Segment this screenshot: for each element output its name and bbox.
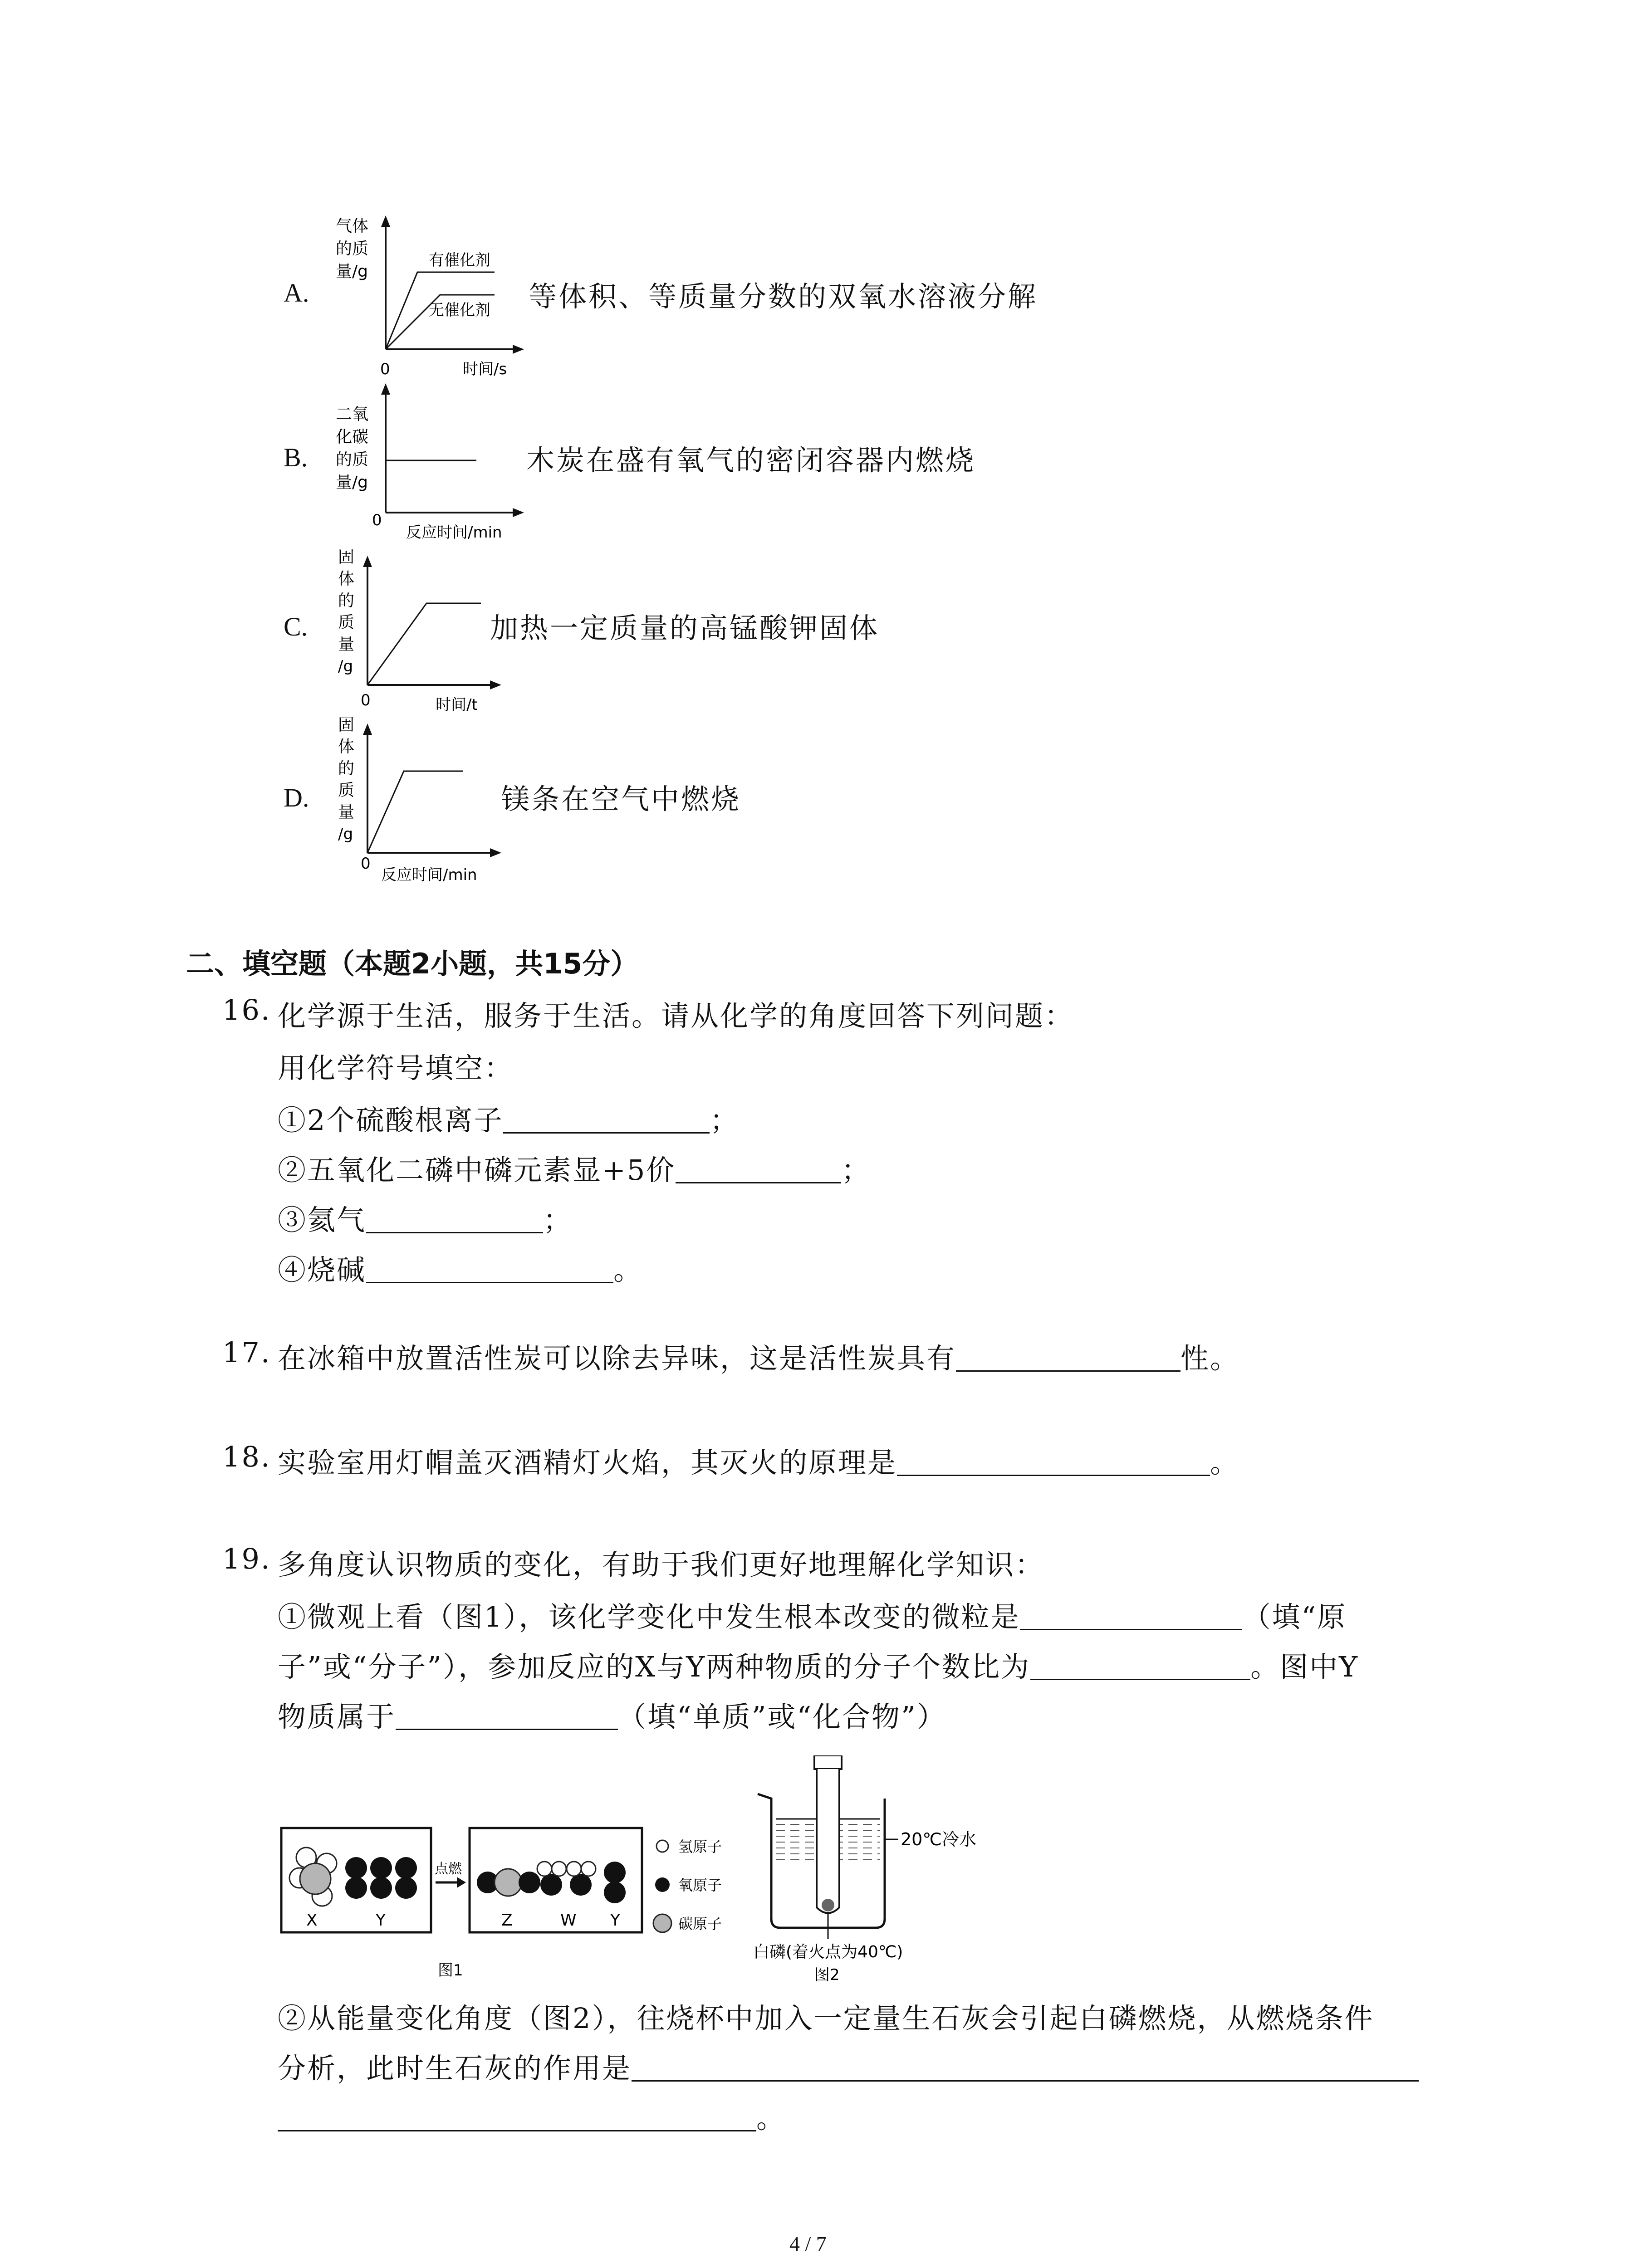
fig1-label-w: W <box>560 1911 577 1930</box>
option-c-xlabel: 时间/t <box>436 696 478 714</box>
option-a-letter: A. <box>284 278 309 308</box>
fig1-label-z: Z <box>501 1911 513 1930</box>
q16-item-3-end: ； <box>543 1203 573 1237</box>
section-title: 二、填空题（本题2小题，共15分） <box>186 947 639 980</box>
q19-p2b: 分析，此时生石灰的作用是 <box>278 2052 632 2085</box>
option-a-text: 等体积、等质量分数的双氧水溶液分解 <box>529 280 1038 313</box>
q16-item-4-end: 。 <box>613 1253 643 1286</box>
q19-p1b: （填“原 <box>1242 1600 1347 1633</box>
option-a-ylabel-2: 的质 <box>336 240 369 258</box>
q17-line <box>278 1336 1239 1376</box>
q16-item-3 <box>278 1198 573 1238</box>
option-d-text: 镁条在空气中燃烧 <box>501 782 741 816</box>
q16-item-1 <box>278 1098 739 1138</box>
q16-item-2-label: ②五氧化二磷中磷元素显+5价 <box>278 1154 676 1187</box>
q19-part1-line2 <box>278 1644 1359 1685</box>
q16-item-3-label: ③氦气 <box>278 1203 367 1237</box>
q19-part2-line2 <box>278 2046 1419 2086</box>
fig1-label-y2: Y <box>610 1911 620 1930</box>
option-c-letter: C. <box>284 612 308 641</box>
q19-number: 19. <box>222 1542 271 1575</box>
q16-item-2-blank[interactable] <box>676 1155 841 1183</box>
fig1-legend-carbon: 碳原子 <box>678 1915 722 1932</box>
option-c-ylabel-3: 的 <box>338 591 355 610</box>
option-d-ylabel-2: 体 <box>338 738 355 756</box>
option-a-series-2: 无催化剂 <box>429 301 490 319</box>
figure-2 <box>744 1755 1034 1982</box>
option-b-xlabel: 反应时间/min <box>406 523 502 542</box>
q19-blank-3[interactable] <box>396 1701 618 1730</box>
q19-text: 多角度认识物质的变化，有助于我们更好地理解化学知识： <box>278 1548 1045 1581</box>
q19-p1e: 物质属于 <box>278 1700 396 1733</box>
q17-end: 性。 <box>1181 1342 1240 1375</box>
q19-blank-1[interactable] <box>1020 1602 1242 1630</box>
fig1-label-x: X <box>306 1911 318 1930</box>
q17-blank[interactable] <box>956 1343 1181 1372</box>
q19-blank-5[interactable] <box>278 2103 756 2131</box>
q17-number: 17. <box>222 1336 271 1369</box>
option-b-text: 木炭在盛有氧气的密闭容器内燃烧 <box>526 444 976 477</box>
q16-item-2 <box>278 1148 871 1188</box>
q19-p1c: 子”或“分子”），参加反应的X与Y两种物质的分子个数比为 <box>278 1650 1031 1683</box>
q19-blank-4[interactable] <box>632 2053 1419 2082</box>
option-c-ylabel-2: 体 <box>338 570 355 588</box>
option-a-ylabel-1: 气体 <box>336 217 369 235</box>
option-a-xlabel: 时间/s <box>463 360 507 378</box>
q16-item-3-blank[interactable] <box>366 1205 543 1233</box>
q19-blank-2[interactable] <box>1030 1652 1250 1680</box>
option-b-origin: 0 <box>372 511 382 529</box>
page-number: 4 / 7 <box>789 2232 827 2255</box>
q19-p1a: ①微观上看（图1），该化学变化中发生根本改变的微粒是 <box>278 1600 1020 1633</box>
q17-text: 在冰箱中放置活性炭可以除去异味，这是活性炭具有 <box>278 1342 956 1375</box>
q19-part1-line3 <box>278 1694 946 1735</box>
fig1-legend-oxygen: 氧原子 <box>678 1877 722 1894</box>
q18-blank[interactable] <box>897 1447 1210 1476</box>
q19-part2-line1: ②从能量变化角度（图2），往烧杯中加入一定量生石灰会引起白磷燃烧，从燃烧条件 <box>278 2002 1374 2035</box>
option-a-graph <box>327 213 526 386</box>
q16-item-1-blank[interactable] <box>503 1105 710 1134</box>
option-b-ylabel-1: 二氧 <box>336 405 369 424</box>
option-d-graph <box>327 712 517 903</box>
fig1-caption: 图1 <box>438 1961 463 1980</box>
q16-item-4 <box>278 1247 643 1288</box>
option-a-series-1: 有催化剂 <box>429 251 490 269</box>
fig1-arrow-label: 点燃 <box>435 1861 462 1877</box>
option-b-graph <box>327 381 535 553</box>
option-c-graph <box>327 544 517 726</box>
figure-1 <box>279 1810 787 1982</box>
q16-item-4-blank[interactable] <box>366 1255 613 1283</box>
fig2-phosphorus-label: 白磷(着火点为40℃) <box>753 1943 903 1961</box>
q16-item-2-end: ； <box>841 1154 871 1187</box>
q16-text: 化学源于生活，服务于生活。请从化学的角度回答下列问题： <box>278 999 1074 1032</box>
option-c-origin: 0 <box>361 691 371 709</box>
q19-p1f: （填“单质”或“化合物”） <box>618 1700 946 1733</box>
option-c-text: 加热一定质量的高锰酸钾固体 <box>490 611 880 645</box>
option-c-ylabel-1: 固 <box>338 548 355 567</box>
q16-item-4-label: ④烧碱 <box>278 1253 367 1286</box>
option-d-ylabel-1: 固 <box>338 716 355 734</box>
option-d-ylabel-4: 质 <box>338 781 355 800</box>
option-d-origin: 0 <box>361 855 371 873</box>
q18-number: 18. <box>222 1440 271 1473</box>
fig1-label-y: Y <box>376 1911 386 1930</box>
fig2-water-label: 20℃冷水 <box>901 1829 977 1849</box>
q19-p1d: 。图中Y <box>1250 1650 1359 1683</box>
option-b-ylabel-2: 化碳 <box>336 428 369 446</box>
q16-item-1-label: ①2个硫酸根离子 <box>278 1104 504 1137</box>
option-b-letter: B. <box>284 443 308 472</box>
option-a-origin: 0 <box>380 360 390 378</box>
q19-part1-line1 <box>278 1594 1347 1635</box>
option-c-ylabel-6: /g <box>338 657 353 675</box>
option-d-ylabel-5: 量 <box>338 803 355 821</box>
option-d-xlabel: 反应时间/min <box>381 866 477 884</box>
option-c-ylabel-5: 量 <box>338 635 355 654</box>
option-b-ylabel-4: 量/g <box>336 473 368 492</box>
q16-sub: 用化学符号填空： <box>278 1051 514 1085</box>
q18-end: 。 <box>1210 1446 1240 1479</box>
q18-line <box>278 1440 1239 1481</box>
fig1-legend-hydrogen: 氢原子 <box>678 1838 722 1855</box>
option-a-ylabel-3: 量/g <box>336 262 368 281</box>
q19-part2-line3 <box>278 2096 786 2136</box>
q19-p2end: 。 <box>756 2102 786 2135</box>
option-d-letter: D. <box>284 783 309 812</box>
option-c-ylabel-4: 质 <box>338 613 355 632</box>
q16-item-1-end: ； <box>710 1104 740 1137</box>
option-d-ylabel-3: 的 <box>338 759 355 778</box>
q16-number: 16. <box>222 993 271 1026</box>
q18-text: 实验室用灯帽盖灭酒精灯火焰，其灭火的原理是 <box>278 1446 897 1479</box>
option-d-ylabel-6: /g <box>338 825 353 843</box>
fig2-caption: 图2 <box>814 1966 840 1982</box>
option-b-ylabel-3: 的质 <box>336 450 369 469</box>
